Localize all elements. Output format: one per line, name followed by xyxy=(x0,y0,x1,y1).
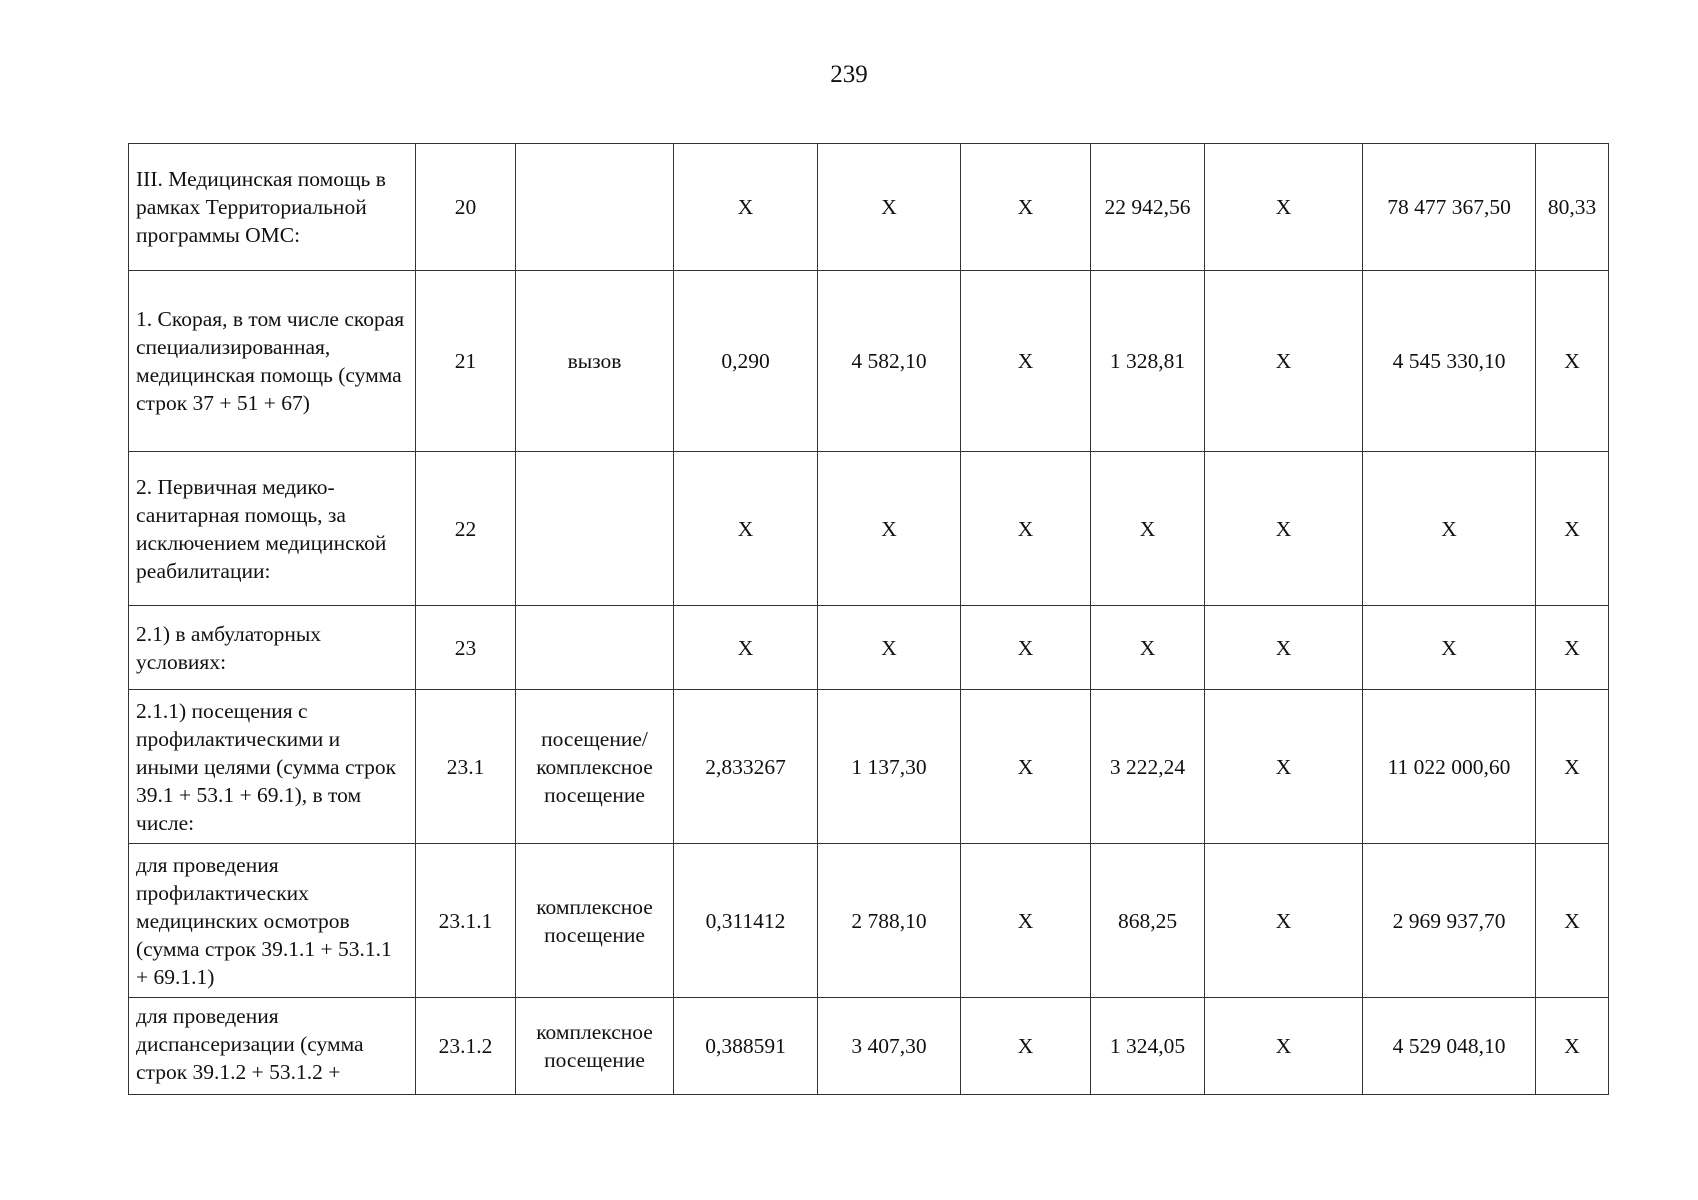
value-cell: 80,33 xyxy=(1536,144,1609,271)
row-number-cell: 23.1 xyxy=(416,690,516,844)
value-cell: 2,833267 xyxy=(674,690,818,844)
value-cell: X xyxy=(674,452,818,606)
value-cell: 11 022 000,60 xyxy=(1363,690,1536,844)
value-cell: X xyxy=(818,606,961,690)
value-cell: X xyxy=(961,144,1091,271)
value-cell: X xyxy=(818,144,961,271)
unit-cell xyxy=(516,452,674,606)
table-row xyxy=(129,690,1609,844)
value-cell: 1 137,30 xyxy=(818,690,961,844)
row-number-cell: 23.1.1 xyxy=(416,844,516,998)
unit-cell: комплексное посещение xyxy=(516,998,674,1095)
row-name-cell: 2.1) в амбулаторных условиях: xyxy=(129,606,416,690)
value-cell: 0,290 xyxy=(674,271,818,452)
value-cell: 1 328,81 xyxy=(1091,271,1205,452)
unit-cell: комплексное посещение xyxy=(516,844,674,998)
table-row xyxy=(129,452,1609,606)
row-number-cell: 20 xyxy=(416,144,516,271)
table-row xyxy=(129,844,1609,998)
value-cell: 2 788,10 xyxy=(818,844,961,998)
value-cell: X xyxy=(1536,452,1609,606)
value-cell: X xyxy=(1536,690,1609,844)
value-cell: X xyxy=(1363,606,1536,690)
value-cell: X xyxy=(961,690,1091,844)
value-cell: 22 942,56 xyxy=(1091,144,1205,271)
value-cell: X xyxy=(1091,606,1205,690)
unit-cell: посещение/ комплексное посещение xyxy=(516,690,674,844)
row-number-cell: 23.1.2 xyxy=(416,998,516,1095)
value-cell: 3 407,30 xyxy=(818,998,961,1095)
value-cell: 3 222,24 xyxy=(1091,690,1205,844)
value-cell: X xyxy=(1205,606,1363,690)
value-cell: X xyxy=(1536,606,1609,690)
value-cell: 4 582,10 xyxy=(818,271,961,452)
value-cell: X xyxy=(961,998,1091,1095)
unit-cell xyxy=(516,606,674,690)
value-cell: X xyxy=(1205,844,1363,998)
table-body xyxy=(129,144,1609,1095)
value-cell: X xyxy=(1363,452,1536,606)
value-cell: X xyxy=(961,271,1091,452)
row-name-cell: 1. Скорая, в том числе скорая специализированная, медицинская помощь (сумма строк 37 + 51 + 67) xyxy=(129,271,416,452)
value-cell: X xyxy=(1205,452,1363,606)
value-cell: X xyxy=(1205,690,1363,844)
value-cell: X xyxy=(1205,998,1363,1095)
page-number: 239 xyxy=(830,61,868,88)
value-cell: 4 545 330,10 xyxy=(1363,271,1536,452)
value-cell: X xyxy=(961,606,1091,690)
row-name-cell: 2.1.1) посещения с профилактическими и иными целями (сумма строк 39.1 + 53.1 + 69.1), в том числе: xyxy=(129,690,416,844)
value-cell: 0,311412 xyxy=(674,844,818,998)
value-cell: X xyxy=(961,844,1091,998)
row-number-cell: 23 xyxy=(416,606,516,690)
value-cell: 868,25 xyxy=(1091,844,1205,998)
value-cell: X xyxy=(1205,271,1363,452)
table-row xyxy=(129,606,1609,690)
value-cell: X xyxy=(1205,144,1363,271)
value-cell: 2 969 937,70 xyxy=(1363,844,1536,998)
row-name-cell: III. Медицинская помощь в рамках Территориальной программы ОМС: xyxy=(129,144,416,271)
value-cell: 1 324,05 xyxy=(1091,998,1205,1095)
row-name-cell: 2. Первичная медико-санитарная помощь, за исключением медицинской реабилитации: xyxy=(129,452,416,606)
table-row xyxy=(129,144,1609,271)
financing-table xyxy=(128,143,1609,1095)
value-cell: X xyxy=(674,144,818,271)
value-cell: X xyxy=(674,606,818,690)
value-cell: X xyxy=(1091,452,1205,606)
value-cell: 78 477 367,50 xyxy=(1363,144,1536,271)
value-cell: 0,388591 xyxy=(674,998,818,1095)
value-cell: X xyxy=(1536,998,1609,1095)
value-cell: X xyxy=(1536,844,1609,998)
value-cell: X xyxy=(1536,271,1609,452)
value-cell: X xyxy=(961,452,1091,606)
row-name-cell: для проведения профилактических медицинских осмотров (сумма строк 39.1.1 + 53.1.1 + 69.1.1) xyxy=(129,844,416,998)
table-row xyxy=(129,998,1609,1095)
unit-cell xyxy=(516,144,674,271)
row-number-cell: 22 xyxy=(416,452,516,606)
table-row xyxy=(129,271,1609,452)
row-number-cell: 21 xyxy=(416,271,516,452)
value-cell: X xyxy=(818,452,961,606)
unit-cell: вызов xyxy=(516,271,674,452)
row-name-cell: для проведения диспансеризации (сумма строк 39.1.2 + 53.1.2 + xyxy=(129,998,416,1095)
value-cell: 4 529 048,10 xyxy=(1363,998,1536,1095)
